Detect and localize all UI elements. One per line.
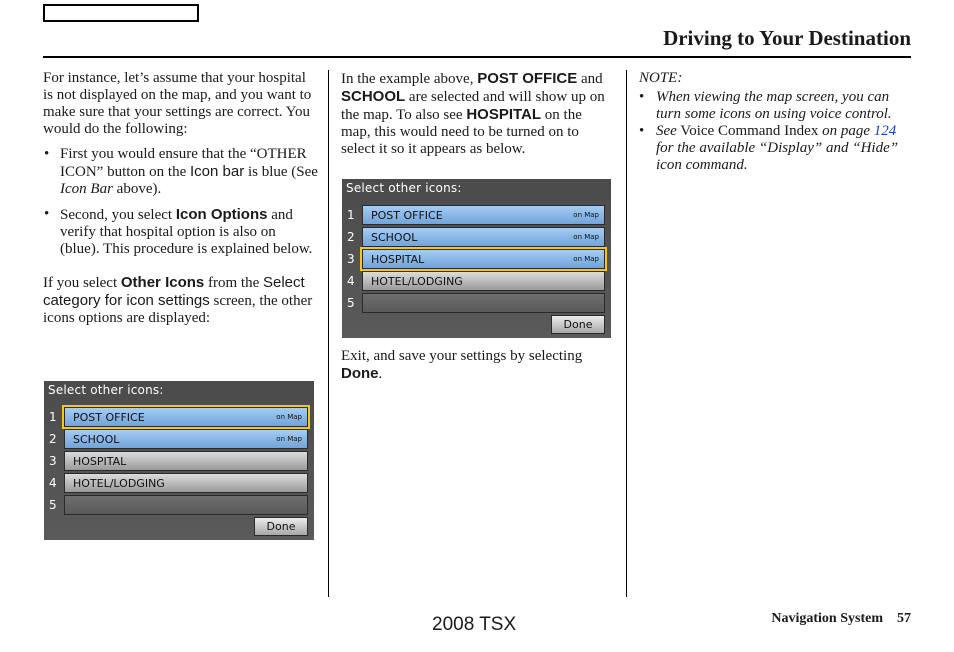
hotel-lodging-button[interactable]: HOTEL/LODGING [64,473,308,493]
paragraph: In the example above, POST OFFICE and SCHOOL are selected and will show up on the map. To also see HOSPITAL on the map, this would need to be turned on to select it so it appears as below. [341,70,605,157]
paragraph: Exit, and save your settings by selecting Done. [341,348,583,382]
post-office-button[interactable]: POST OFFICE on Map [362,205,605,225]
column-divider [626,70,627,597]
nav-screen-after [342,179,611,338]
list-item: • Second, you select Icon Options and verify that hospital option is also on (blue). This procedure is explained below. [60,206,318,258]
list-item: • First you would ensure that the “OTHER ICON” button on the Icon bar is blue (See Icon Bar above). [60,146,318,198]
icon-row: 1 POST OFFICE on Map [342,205,611,226]
empty-slot [64,495,308,515]
list-item: • When viewing the map screen, you can turn some icons on using voice control. [656,89,901,123]
icon-row: 3 HOSPITAL on Map [342,249,611,270]
note-label: NOTE: [639,70,683,86]
header-tab-box [43,4,199,22]
footer-model: 2008 TSX [432,614,517,635]
column-1 [43,70,318,327]
page-number: 57 [897,611,911,626]
screen-header: Select other icons: [346,181,462,195]
hospital-button[interactable]: HOSPITAL [64,451,308,471]
page-link[interactable]: 124 [873,123,897,139]
paragraph: For instance, let’s assume that your hospital is not displayed on the map, and you want to make sure that your settings are correct. You would do the following: [43,70,312,137]
icon-row: 5 [44,495,314,516]
note-list [639,89,901,174]
hospital-button[interactable]: HOSPITAL on Map [362,249,605,269]
column-2 [341,70,613,158]
header-rule [43,56,911,58]
hotel-lodging-button[interactable]: HOTEL/LODGING [362,271,605,291]
icon-row: 4 HOTEL/LODGING [44,473,314,494]
nav-screen-before [44,381,314,540]
icon-row: 1 POST OFFICE on Map [44,407,314,428]
page-title: Driving to Your Destination [663,26,911,50]
icon-row: 2 SCHOOL on Map [44,429,314,450]
column-3 [639,70,901,174]
bullet-list [43,146,318,258]
column-2-bottom [341,348,613,383]
screen-header: Select other icons: [48,383,164,397]
empty-slot [362,293,605,313]
icon-row: 3 HOSPITAL [44,451,314,472]
icon-row: 4 HOTEL/LODGING [342,271,611,292]
post-office-button[interactable]: POST OFFICE on Map [64,407,308,427]
paragraph: If you select Other Icons from the Select category for icon settings screen, the other icons options are displayed: [43,274,313,326]
done-button[interactable]: Done [254,517,308,536]
done-button[interactable]: Done [551,315,605,334]
column-divider [328,70,329,597]
school-button[interactable]: SCHOOL on Map [64,429,308,449]
list-item: • See Voice Command Index on page 124 for the available “Display” and “Hide” icon command. [656,123,901,174]
icon-row: 5 [342,293,611,314]
school-button[interactable]: SCHOOL on Map [362,227,605,247]
icon-row: 2 SCHOOL on Map [342,227,611,248]
footer-section: Navigation System 57 [771,611,911,626]
